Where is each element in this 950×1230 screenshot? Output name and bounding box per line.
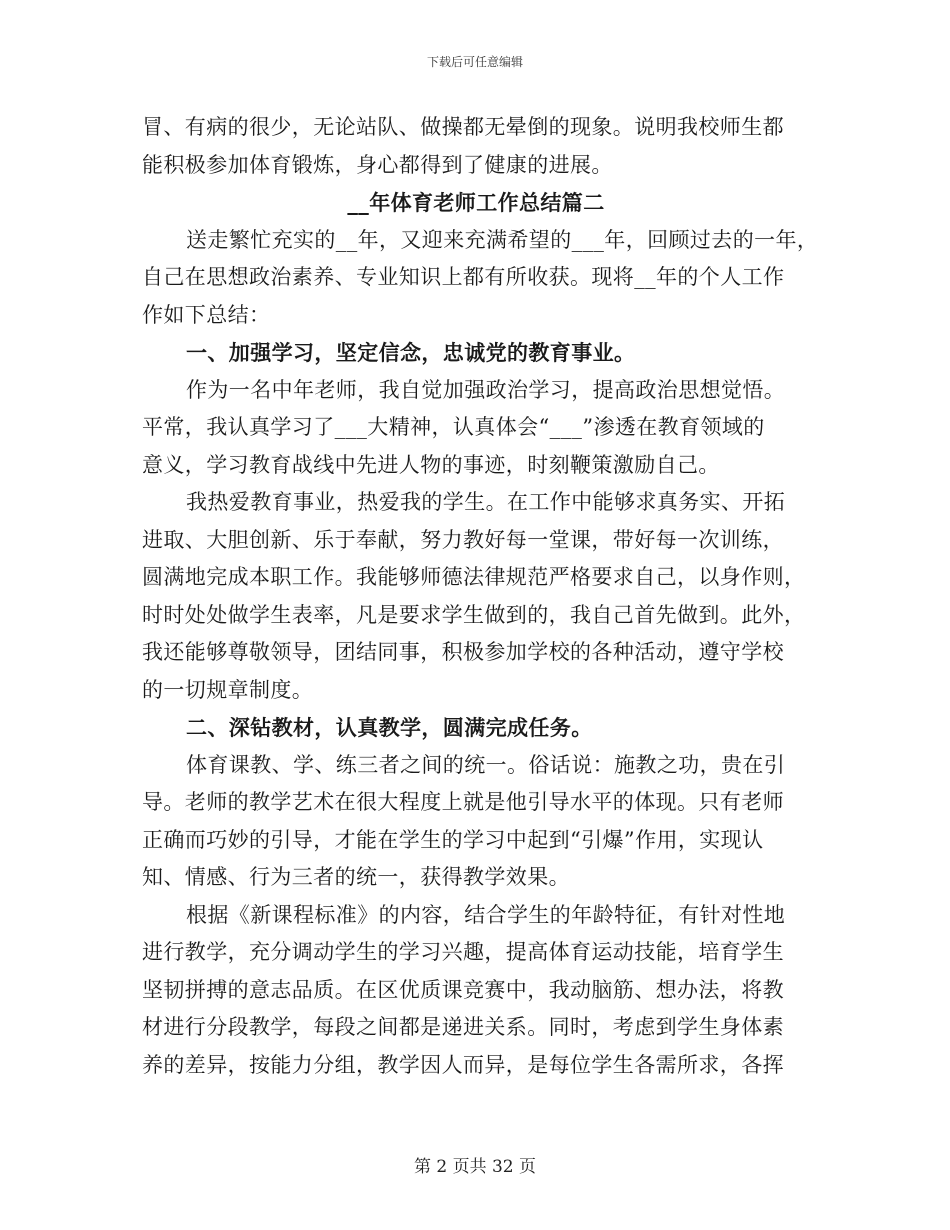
text-line: 送走繁忙充实的__年，又迎来充满希望的___年，回顾过去的一年， [186, 227, 819, 252]
text-line: 坚韧拼搏的意志品质。在区优质课竞赛中，我动脑筋、想办法，将教 [142, 977, 784, 1002]
text-line: 的一切规章制度。 [142, 677, 314, 702]
text-line: 体育课教、学、练三者之间的统一。俗话说：施教之功，贵在引 [186, 752, 786, 777]
text-line: 自己在思想政治素养、专业知识上都有所收获。现将__年的个人工作 [142, 265, 785, 289]
text-line: 时时处处做学生表率，凡是要求学生做到的，我自己首先做到。此外， [142, 602, 806, 627]
text-line: 材进行分段教学，每段之间都是递进关系。同时，考虑到学生身体素 [142, 1015, 784, 1039]
text-line: 进行教学，充分调动学生的学习兴趣，提高体育运动技能，培育学生 [142, 940, 784, 964]
section-heading: 一、加强学习，坚定信念，忠诚党的教育事业。 [186, 340, 636, 365]
text-line: 平常，我认真学习了___大精神，认真体会“___”渗透在教育领域的 [142, 415, 765, 439]
text-line: 我热爱教育事业，热爱我的学生。在工作中能够求真务实、开拓 [186, 490, 786, 514]
text-line: 正确而巧妙的引导，才能在学生的学习中起到“引爆”作用，实现认 [142, 827, 764, 852]
section-heading: 二、深钻教材，认真教学，圆满完成任务。 [186, 715, 593, 740]
text-line: 意义，学习教育战线中先进人物的事迹，时刻鞭策激励自己。 [142, 452, 720, 477]
text-line: 能积极参加体育锻炼，身心都得到了健康的进展。 [142, 152, 613, 177]
text-line: 作如下总结： [142, 302, 271, 327]
page-header-note: 下载后可任意编辑 [426, 55, 523, 69]
text-line: 作为一名中年老师，我自觉加强政治学习，提高政治思想觉悟。 [186, 377, 786, 402]
text-line: 导。老师的教学艺术在很大程度上就是他引导水平的体现。只有老师 [142, 790, 784, 814]
page-footer: 第 2 页共 32 页 [413, 1157, 537, 1177]
text-line: 知、情感、行为三者的统一，获得教学效果。 [142, 865, 570, 889]
section-title: __年体育老师工作总结篇二 [347, 190, 605, 215]
text-line: 冒、有病的很少，无论站队、做操都无晕倒的现象。说明我校师生都 [142, 115, 784, 139]
text-line: 我还能够尊敬领导，团结同事，积极参加学校的各种活动，遵守学校 [142, 640, 784, 664]
text-line: 进取、大胆创新、乐于奉献，努力教好每一堂课，带好每一次训练， [142, 527, 784, 552]
text-line: 养的差异，按能力分组，教学因人而异，是每位学生各需所求，各挥 [142, 1052, 784, 1077]
text-line: 圆满地完成本职工作。我能够师德法律规范严格要求自己，以身作则， [142, 565, 806, 589]
text-line: 根据《新课程标准》的内容，结合学生的年龄特征，有针对性地 [186, 902, 786, 927]
document-body [142, 109, 819, 1084]
